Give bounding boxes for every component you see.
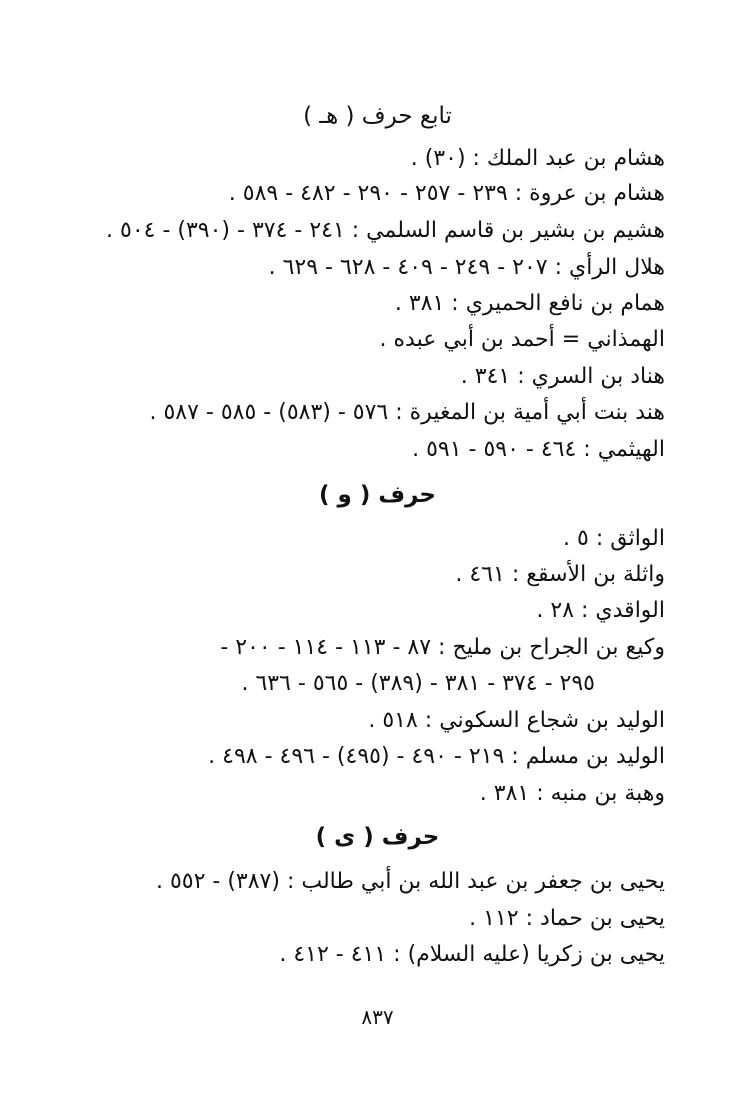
index-entry: واثلة بن الأسقع : ٤٦١ . — [455, 562, 665, 587]
index-entry: يحيى بن زكريا (عليه السلام) : ٤١١ - ٤١٢ . — [279, 942, 665, 967]
index-entry: الوليد بن شجاع السكوني : ٥١٨ . — [368, 708, 665, 733]
index-entry: الهيثمي : ٤٦٤ - ٥٩٠ - ٥٩١ . — [412, 437, 665, 462]
index-entry: يحيى بن جعفر بن عبد الله بن أبي طالب : (٣٨٧) - ٥٥٢ . — [155, 869, 665, 894]
index-entry-continuation: ٢٩٥ - ٣٧٤ - ٣٨١ - (٣٨٩) - ٥٦٥ - ٦٣٦ . — [241, 671, 595, 696]
index-entry: هناد بن السري : ٣٤١ . — [460, 364, 665, 389]
section-heading-ya: حرف ( ى ) — [315, 824, 440, 850]
section-heading-waw: حرف ( و ) — [319, 482, 436, 508]
page-number: ٨٣٧ — [361, 1005, 394, 1029]
index-entry: هشيم بن بشير بن قاسم السلمي : ٢٤١ - ٣٧٤ - (٣٩٠) - ٥٠٤ . — [106, 218, 665, 243]
index-entry: الهمذاني = أحمد بن أبي عبده . — [379, 327, 665, 352]
index-entry: هشام بن عروة : ٢٣٩ - ٢٥٧ - ٢٩٠ - ٤٨٢ - ٥٨٩ . — [228, 181, 665, 206]
index-entry: الواثق : ٥ . — [563, 526, 665, 551]
index-entry: الواقدي : ٢٨ . — [536, 598, 665, 623]
index-entry: همام بن نافع الحميري : ٣٨١ . — [394, 291, 665, 316]
index-entry: هلال الرأي : ٢٠٧ - ٢٤٩ - ٤٠٩ - ٦٢٨ - ٦٢٩ . — [268, 255, 665, 280]
index-entry: وكيع بن الجراح بن مليح : ٨٧ - ١١٣ - ١١٤ - ٢٠٠ - — [220, 635, 665, 660]
section-heading-ha: تابع حرف ( هـ ) — [303, 103, 452, 129]
index-entry: يحيى بن حماد : ١١٢ . — [469, 906, 665, 931]
index-entry: هند بنت أبي أمية بن المغيرة : ٥٧٦ - (٥٨٣) - ٥٨٥ - ٥٨٧ . — [149, 400, 665, 425]
index-entry: وهبة بن منبه : ٣٨١ . — [479, 781, 665, 806]
index-entry: هشام بن عبد الملك : (٣٠) . — [410, 146, 665, 171]
index-entry: الوليد بن مسلم : ٢١٩ - ٤٩٠ - (٤٩٥) - ٤٩٦ - ٤٩٨ . — [208, 744, 665, 769]
